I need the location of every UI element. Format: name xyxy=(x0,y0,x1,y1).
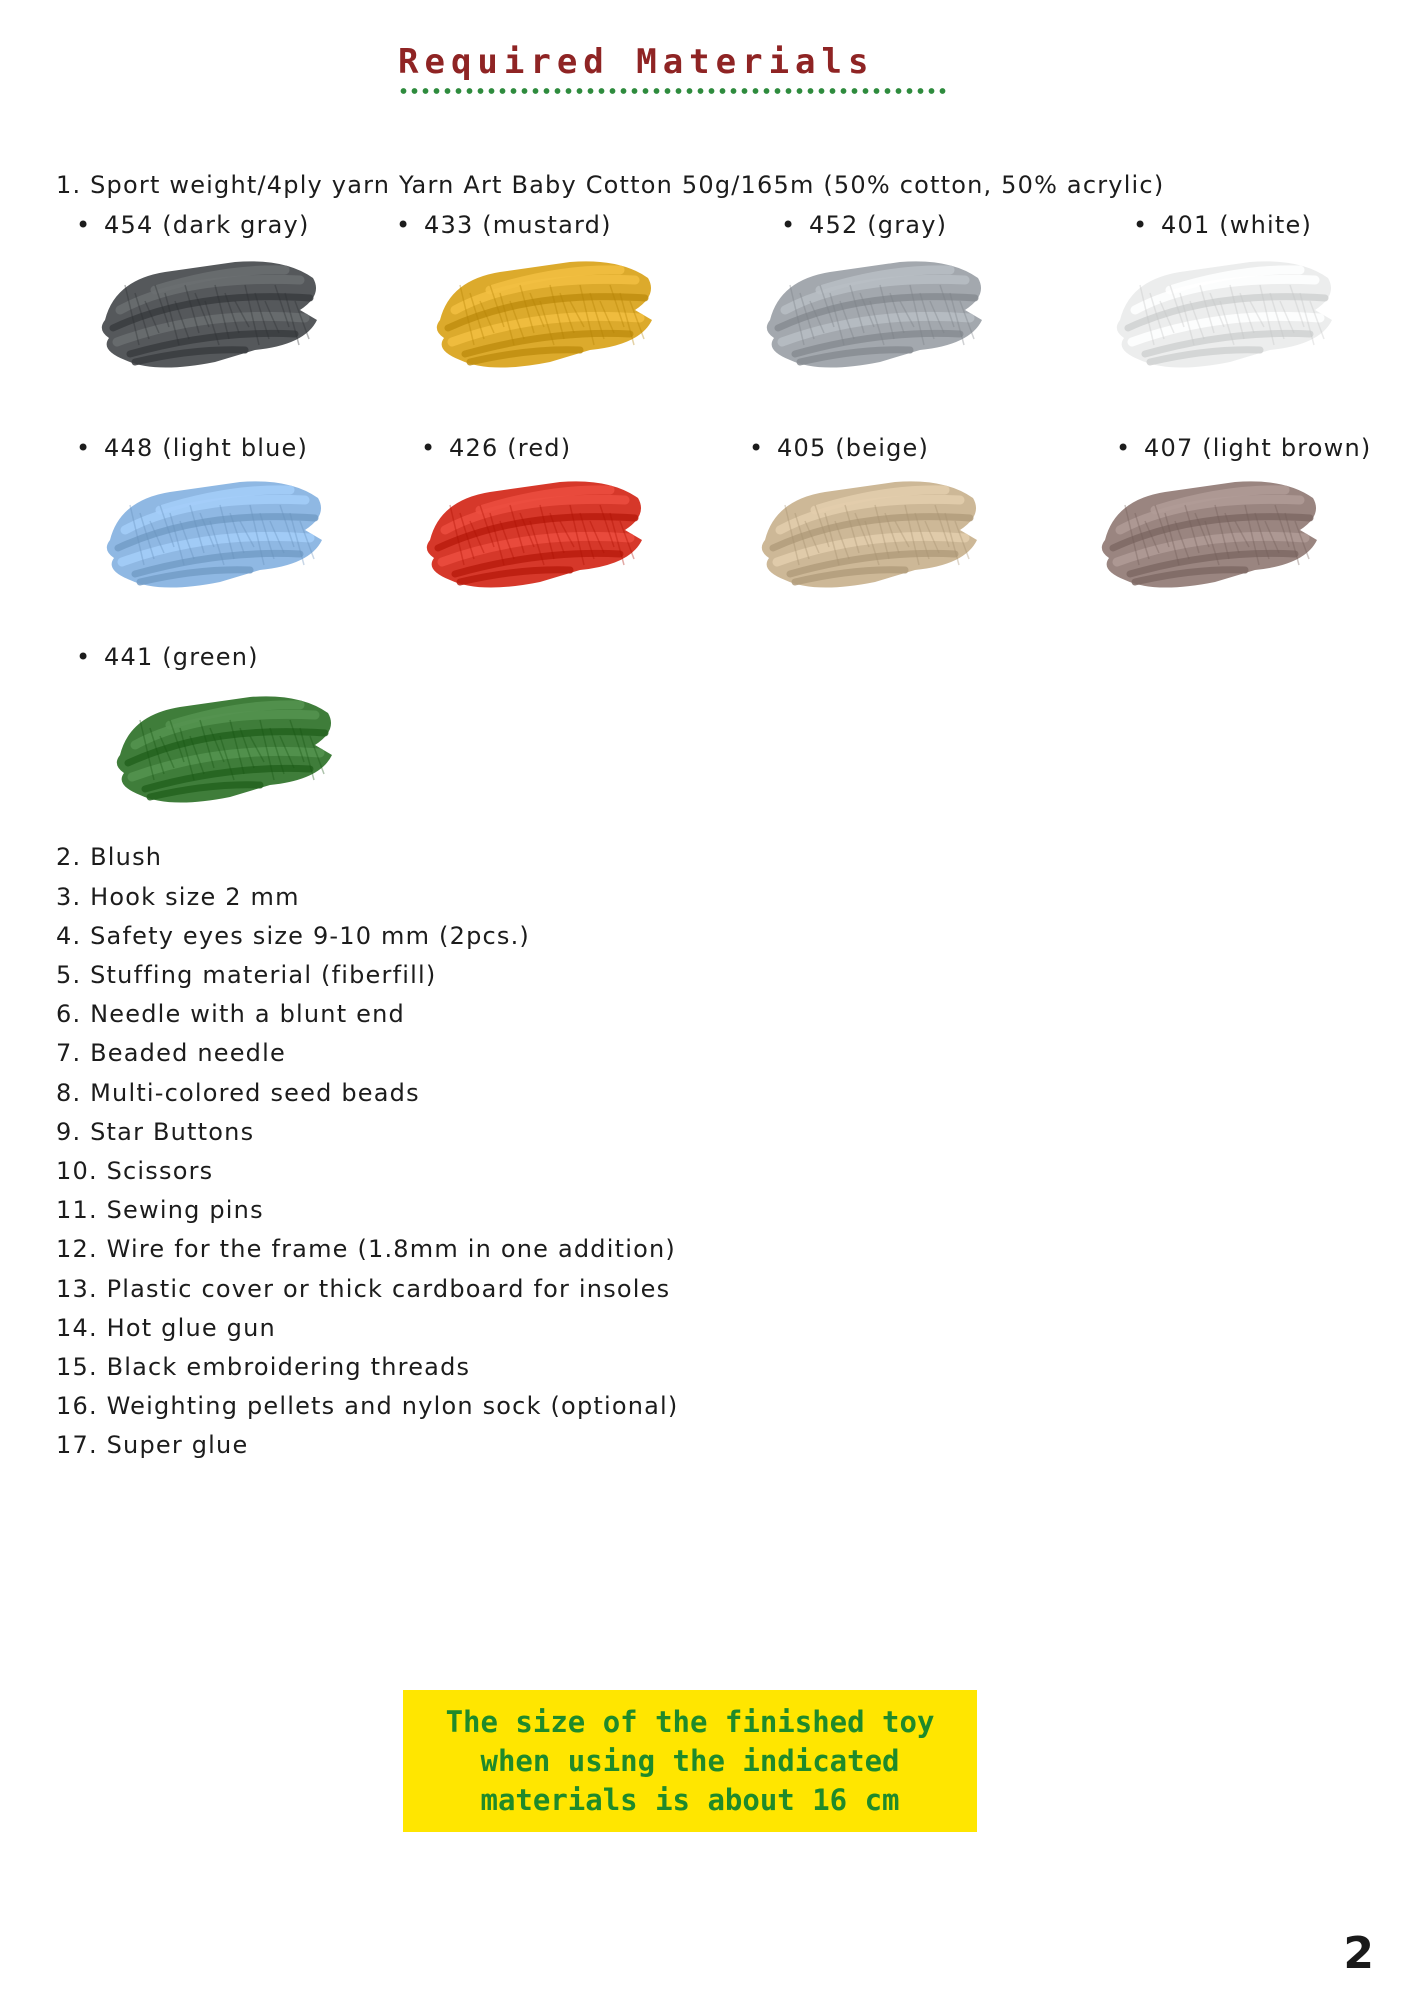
material-item: 10. Scissors xyxy=(56,1157,214,1185)
swatch-label: • 426 (red) xyxy=(421,434,572,462)
yarn-swatch-image xyxy=(95,250,325,375)
yarn-swatch-scribble xyxy=(95,250,325,375)
yarn-swatch-scribble xyxy=(110,685,340,810)
page-number: 2 xyxy=(1343,1928,1374,1979)
title-dotted-underline xyxy=(398,87,946,95)
material-item: 2. Blush xyxy=(56,843,163,871)
material-item: 13. Plastic cover or thick cardboard for insoles xyxy=(56,1275,671,1303)
note-text: The size of the finished toy when using the indicated materials is about 16 cm xyxy=(445,1704,935,1817)
swatch-label-text: 454 (dark gray) xyxy=(104,211,310,239)
swatch-label: • 441 (green) xyxy=(76,643,259,671)
material-item: 6. Needle with a blunt end xyxy=(56,1000,405,1028)
yarn-swatch-image xyxy=(1095,470,1325,595)
yarn-swatch-scribble xyxy=(420,470,650,595)
page-title: Required Materials xyxy=(398,42,875,82)
yarn-swatch-image xyxy=(1110,250,1340,375)
material-item: 17. Super glue xyxy=(56,1431,249,1459)
material-item: 7. Beaded needle xyxy=(56,1039,286,1067)
swatch-label-text: 405 (beige) xyxy=(777,434,930,462)
swatch-label: • 433 (mustard) xyxy=(396,211,612,239)
swatch-label-text: 452 (gray) xyxy=(809,211,948,239)
yarn-swatch-image xyxy=(420,470,650,595)
yarn-swatch-image xyxy=(755,470,985,595)
swatch-label: • 454 (dark gray) xyxy=(76,211,310,239)
material-item: 12. Wire for the frame (1.8mm in one addition) xyxy=(56,1235,676,1263)
swatch-label: • 448 (light blue) xyxy=(76,434,309,462)
swatch-label-text: 401 (white) xyxy=(1161,211,1313,239)
material-item: 9. Star Buttons xyxy=(56,1118,255,1146)
yarn-swatch-scribble xyxy=(1110,250,1340,375)
swatch-label-text: 441 (green) xyxy=(104,643,259,671)
yarn-description: 1. Sport weight/4ply yarn Yarn Art Baby Cotton 50g/165m (50% cotton, 50% acrylic) xyxy=(56,171,1165,199)
material-item: 8. Multi-colored seed beads xyxy=(56,1079,420,1107)
swatch-label-text: 407 (light brown) xyxy=(1144,434,1372,462)
swatch-label: • 407 (light brown) xyxy=(1116,434,1372,462)
material-item: 14. Hot glue gun xyxy=(56,1314,276,1342)
swatch-label: • 405 (beige) xyxy=(749,434,930,462)
swatch-label: • 401 (white) xyxy=(1133,211,1313,239)
note-callout xyxy=(403,1690,977,1832)
swatch-label: • 452 (gray) xyxy=(781,211,948,239)
material-item: 5. Stuffing material (fiberfill) xyxy=(56,961,437,989)
swatch-label-text: 448 (light blue) xyxy=(104,434,309,462)
yarn-swatch-scribble xyxy=(1095,470,1325,595)
yarn-swatch-scribble xyxy=(760,250,990,375)
yarn-swatch-image xyxy=(110,685,340,810)
swatch-label-text: 426 (red) xyxy=(449,434,572,462)
yarn-swatch-image xyxy=(760,250,990,375)
material-item: 3. Hook size 2 mm xyxy=(56,883,300,911)
yarn-swatch-image xyxy=(430,250,660,375)
material-item: 4. Safety eyes size 9-10 mm (2pcs.) xyxy=(56,922,530,950)
yarn-swatch-scribble xyxy=(755,470,985,595)
yarn-swatch-scribble xyxy=(430,250,660,375)
material-item: 16. Weighting pellets and nylon sock (optional) xyxy=(56,1392,679,1420)
swatch-label-text: 433 (mustard) xyxy=(424,211,612,239)
material-item: 11. Sewing pins xyxy=(56,1196,264,1224)
yarn-swatch-scribble xyxy=(100,470,330,595)
material-item: 15. Black embroidering threads xyxy=(56,1353,471,1381)
yarn-swatch-image xyxy=(100,470,330,595)
